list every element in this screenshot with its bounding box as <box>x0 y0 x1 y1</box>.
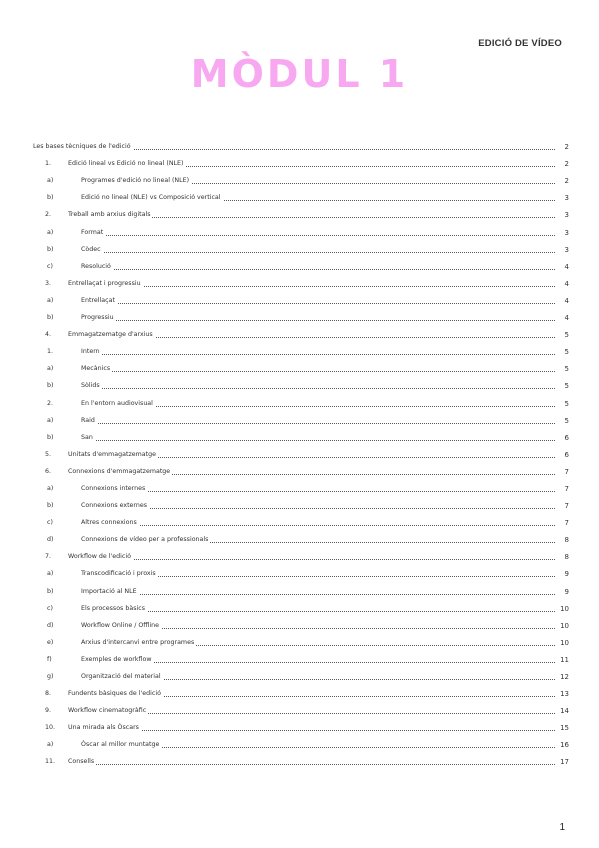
toc-entry[interactable] <box>33 151 569 168</box>
toc-entry-title: Raid <box>81 416 95 424</box>
toc-entry-number: 2. <box>45 211 52 219</box>
toc-entry-number: 1. <box>47 348 54 356</box>
toc-entry-number: d) <box>47 621 54 629</box>
table-of-contents <box>33 134 569 766</box>
toc-entry[interactable] <box>33 237 569 254</box>
toc-entry-page: 10 <box>560 621 569 630</box>
toc-entry[interactable] <box>33 544 569 561</box>
toc-entry-page: 7 <box>564 502 569 511</box>
toc-entry-title: Mecànics <box>81 365 111 373</box>
toc-entry-number: 1. <box>45 160 52 168</box>
toc-entry[interactable] <box>33 493 569 510</box>
toc-entry-title: Còdec <box>81 245 101 253</box>
toc-entry-page: 2 <box>564 143 569 152</box>
toc-entry-number: b) <box>47 314 54 322</box>
toc-entry[interactable] <box>33 732 569 749</box>
toc-entry-page: 10 <box>560 638 569 647</box>
toc-entry-title: Òscar al millor muntatge <box>81 741 160 749</box>
toc-entry-title: Intern <box>81 348 100 356</box>
toc-entry-page: 7 <box>564 467 569 476</box>
toc-entry[interactable] <box>33 219 569 236</box>
toc-entry-title: Connexions internes <box>81 484 146 492</box>
toc-dot-leader <box>81 353 555 355</box>
toc-entry-page: 3 <box>564 211 569 220</box>
toc-entry-title: Fundents bàsiques de l'edició <box>68 690 161 698</box>
toc-entry[interactable] <box>33 681 569 698</box>
toc-entry-page: 5 <box>564 331 569 340</box>
toc-entry[interactable] <box>33 134 569 151</box>
toc-entry-page: 12 <box>560 673 569 681</box>
toc-entry-page: 2 <box>564 160 569 169</box>
toc-entry-title: Edició no lineal (NLE) vs Composició vertical <box>81 194 221 202</box>
toc-entry[interactable] <box>33 339 569 356</box>
toc-dot-leader <box>81 490 555 492</box>
toc-entry-number: a) <box>47 484 54 492</box>
toc-entry-number: f) <box>47 655 52 663</box>
toc-entry-title: Resolució <box>81 262 111 270</box>
toc-entry-number: 4. <box>45 331 52 339</box>
toc-dot-leader <box>68 763 555 765</box>
toc-entry-number: b) <box>47 587 54 595</box>
toc-entry-page: 6 <box>564 450 569 459</box>
toc-dot-leader <box>81 370 555 372</box>
toc-entry-number: b) <box>47 433 54 441</box>
toc-entry-number: g) <box>47 673 54 680</box>
toc-entry[interactable] <box>33 425 569 442</box>
toc-entry-number: e) <box>47 638 54 646</box>
toc-entry-number: b) <box>47 502 54 510</box>
toc-dot-leader <box>81 268 555 270</box>
toc-entry[interactable] <box>33 510 569 527</box>
toc-dot-leader <box>81 387 555 389</box>
toc-entry-title: Exemples de workflow <box>81 655 152 663</box>
toc-entry-title: Format <box>81 228 104 236</box>
toc-entry-number: a) <box>47 570 54 578</box>
toc-entry[interactable] <box>33 373 569 390</box>
toc-entry[interactable] <box>33 442 569 459</box>
toc-entry[interactable] <box>33 647 569 664</box>
toc-entry-title: Unitats d'emmagatzematge <box>68 450 156 458</box>
toc-entry[interactable] <box>33 322 569 339</box>
toc-entry-number: 8. <box>45 690 52 698</box>
toc-dot-leader <box>68 729 555 731</box>
toc-entry[interactable] <box>33 305 569 322</box>
toc-entry-title: Transcodificació i proxis <box>81 570 156 578</box>
toc-entry-title: Progressiu <box>81 314 114 322</box>
toc-entry-title: Els processos bàsics <box>81 604 145 612</box>
toc-dot-leader <box>81 319 555 321</box>
toc-entry-page: 8 <box>564 536 569 545</box>
footer-page-number: 1 <box>559 822 565 833</box>
toc-entry-page: 5 <box>564 382 569 391</box>
toc-entry-number: c) <box>47 519 53 527</box>
toc-entry-number: a) <box>47 416 54 424</box>
toc-entry-page: 3 <box>564 228 569 237</box>
toc-entry[interactable] <box>33 459 569 476</box>
toc-entry-page: 11 <box>560 655 569 664</box>
toc-entry-page: 4 <box>564 262 569 271</box>
toc-entry-number: b) <box>47 194 54 202</box>
toc-dot-leader <box>81 439 555 441</box>
toc-entry[interactable] <box>33 254 569 271</box>
toc-entry-page: 4 <box>564 314 569 323</box>
toc-entry-page: 15 <box>560 724 569 733</box>
toc-entry-page: 5 <box>564 416 569 425</box>
toc-entry[interactable] <box>33 698 569 715</box>
toc-entry[interactable] <box>33 288 569 305</box>
toc-entry-title: Workflow de l'edició <box>68 553 131 561</box>
toc-entry-title: Organització del material <box>81 673 161 680</box>
toc-entry[interactable] <box>33 408 569 425</box>
toc-entry-title: Edició lineal vs Edició no lineal (NLE) <box>68 160 184 168</box>
toc-entry-page: 7 <box>564 484 569 493</box>
toc-entry-title: Treball amb arxius digitals <box>68 211 151 219</box>
toc-entry-title: Connexions d'emmagatzematge <box>68 467 171 475</box>
toc-dot-leader <box>81 422 555 424</box>
toc-dot-leader <box>68 558 555 560</box>
toc-entry-title: Importació al NLE <box>81 587 137 595</box>
toc-entry-number: a) <box>47 365 54 373</box>
toc-entry-page: 5 <box>564 348 569 357</box>
toc-entry[interactable] <box>33 664 569 681</box>
toc-entry[interactable] <box>33 476 569 493</box>
toc-entry-title: Programes d'edició no lineal (NLE) <box>81 177 190 185</box>
toc-entry-page: 16 <box>560 741 569 750</box>
toc-entry-title: Emmagatzematge d'arxius <box>68 331 153 339</box>
toc-entry-title: Workflow cinematogràfic <box>68 707 147 715</box>
toc-entry-number: b) <box>47 382 54 390</box>
toc-entry[interactable] <box>33 271 569 288</box>
toc-entry-number: 10. <box>45 724 56 732</box>
toc-entry[interactable] <box>33 630 569 647</box>
toc-entry[interactable] <box>33 185 569 202</box>
toc-entry-page: 6 <box>564 433 569 442</box>
toc-entry-number: 3. <box>45 279 52 287</box>
toc-entry-page: 10 <box>560 604 569 613</box>
toc-dot-leader <box>81 524 555 526</box>
toc-entry-title: En l'entorn audiovisual <box>81 399 153 407</box>
toc-entry-page: 8 <box>564 553 569 562</box>
toc-entry[interactable] <box>33 527 569 544</box>
toc-entry-title: Connexions de vídeo per a professionals <box>81 536 209 544</box>
toc-dot-leader <box>81 234 555 236</box>
toc-entry-number: 2. <box>47 399 54 407</box>
toc-entry-page: 4 <box>564 279 569 288</box>
toc-dot-leader <box>81 593 555 595</box>
toc-entry-title: Entrellaçat <box>81 296 115 304</box>
toc-entry-page: 9 <box>564 570 569 579</box>
toc-entry-number: a) <box>47 228 54 236</box>
toc-entry-page: 5 <box>564 399 569 408</box>
toc-entry[interactable] <box>33 168 569 185</box>
toc-entry-number: a) <box>47 741 54 749</box>
toc-entry-title: Altres connexions <box>81 519 137 527</box>
toc-entry-number: d) <box>47 536 54 544</box>
module-title: MÒDUL 1 <box>190 52 409 96</box>
toc-dot-leader <box>81 251 555 253</box>
toc-entry-number: c) <box>47 604 53 612</box>
toc-entry-page: 5 <box>564 365 569 374</box>
toc-entry-page: 3 <box>564 245 569 254</box>
toc-entry[interactable] <box>33 613 569 630</box>
toc-entry-title: Sòlids <box>81 382 100 390</box>
toc-entry-title: Workflow Online / Offline <box>81 621 160 629</box>
toc-entry-page: 2 <box>564 177 569 186</box>
toc-entry-number: 6. <box>45 467 52 475</box>
toc-entry[interactable] <box>33 749 569 766</box>
toc-entry-page: 9 <box>564 587 569 596</box>
document-header-section: EDICIÓ DE VÍDEO <box>478 38 562 49</box>
toc-entry[interactable] <box>33 390 569 407</box>
toc-entry-page: 7 <box>564 519 569 528</box>
toc-entry-number: a) <box>47 296 54 304</box>
toc-dot-leader <box>81 610 555 612</box>
toc-entry-title: Consells <box>68 758 95 766</box>
toc-entry-number: 9. <box>45 707 52 715</box>
toc-entry-title: Arxius d'intercanvi entre programes <box>81 638 195 646</box>
toc-entry-page: 17 <box>560 758 569 767</box>
toc-dot-leader <box>81 507 555 509</box>
toc-entry-page: 13 <box>560 690 569 699</box>
toc-entry-page: 4 <box>564 296 569 305</box>
toc-entry-title: Les bases tècniques de l'edició <box>33 143 131 151</box>
toc-entry-number: b) <box>47 245 54 253</box>
toc-entry-title: Entrellaçat i progressiu <box>68 279 141 287</box>
toc-entry[interactable] <box>33 356 569 373</box>
toc-entry-number: 5. <box>45 450 52 458</box>
toc-entry-page: 3 <box>564 194 569 203</box>
toc-entry-title: San <box>81 433 93 441</box>
toc-entry-number: a) <box>47 177 54 185</box>
toc-entry[interactable] <box>33 202 569 219</box>
toc-entry[interactable] <box>33 596 569 613</box>
toc-entry[interactable] <box>33 561 569 578</box>
toc-entry-number: 11. <box>45 758 56 766</box>
toc-entry-number: 7. <box>45 553 52 561</box>
toc-entry-number: c) <box>47 262 53 270</box>
toc-entry-title: Una mirada als Òscars <box>68 724 139 732</box>
toc-entry[interactable] <box>33 715 569 732</box>
toc-entry-title: Connexions externes <box>81 502 148 510</box>
toc-entry-page: 14 <box>560 707 569 716</box>
toc-dot-leader <box>81 302 555 304</box>
toc-entry[interactable] <box>33 578 569 595</box>
